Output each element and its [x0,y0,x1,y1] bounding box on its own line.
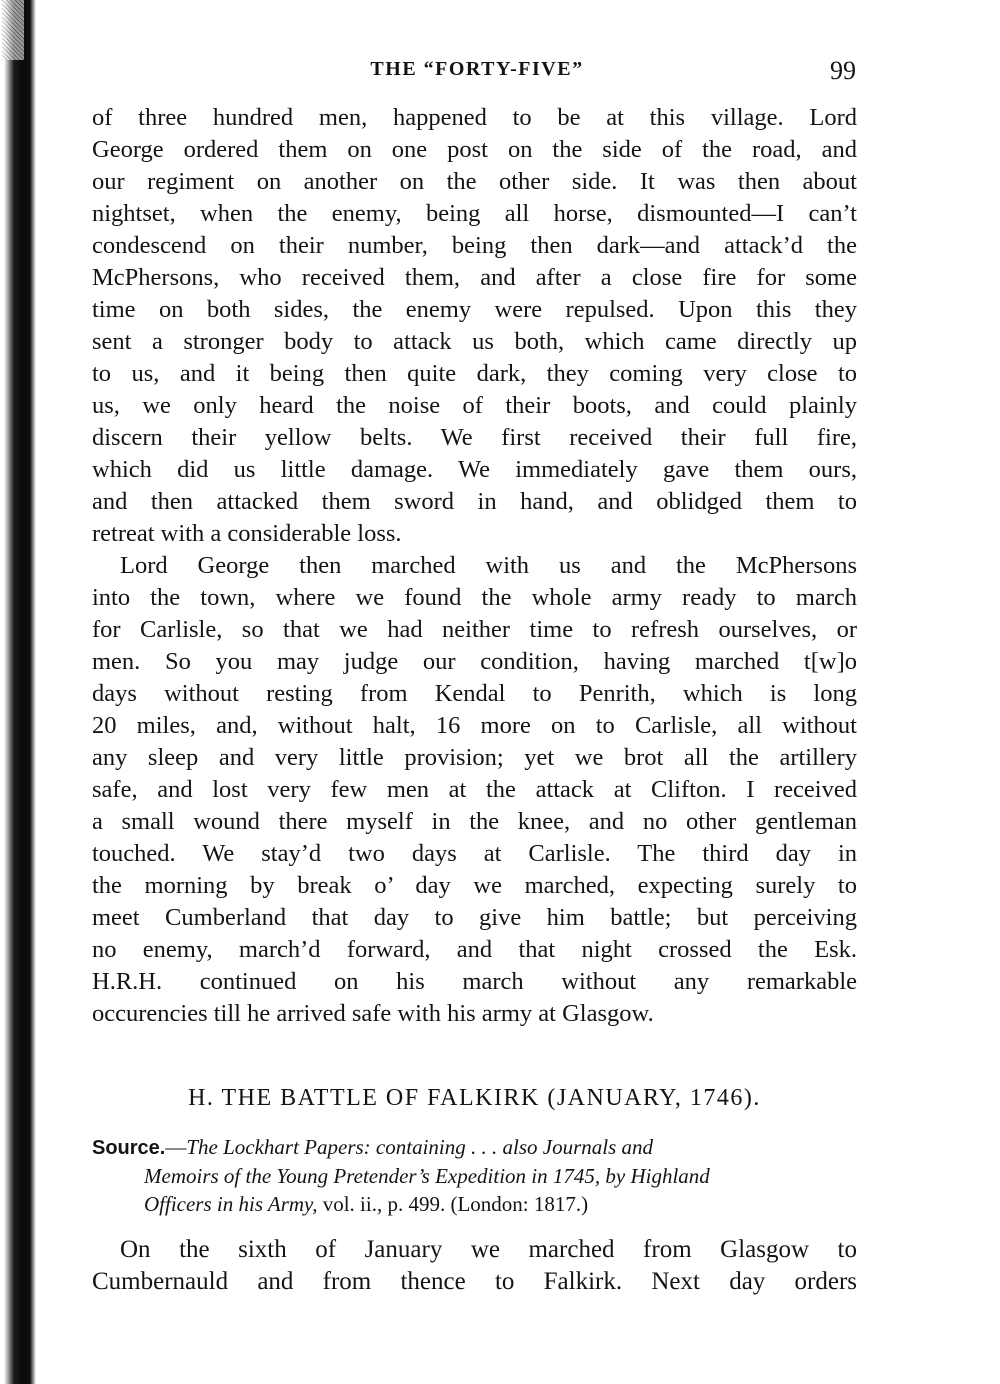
text-line: for Carlisle, so that we had neither time to refresh ourselves, or [92,616,857,643]
text-line: days without resting from Kendal to Penrith, which is long [92,680,857,707]
text-line: which did us little damage. We immediately gave them ours, [92,456,857,483]
scan-edge-speckle [2,0,24,60]
text-line: George ordered them on one post on the side of the road, and [92,136,857,163]
text-line: meet Cumberland that day to give him battle; but perceiving [92,904,857,931]
source-title: The Lockhart Papers: containing . . . also Journals and [186,1135,654,1159]
text-line: sent a stronger body to attack us both, which came directly up [92,328,857,355]
text-line: occurencies till he arrived safe with his army at Glasgow. [92,1000,654,1027]
source-title-end: Officers in his Army, [144,1192,318,1216]
text-line: of three hundred men, happened to be at this village. Lord [92,104,857,131]
running-title: THE “FORTY-FIVE” [370,58,584,80]
text-line: retreat with a considerable loss. [92,520,402,547]
text-line: to us, and it being then quite dark, they coming very close to [92,360,857,387]
text-line: our regiment on another on the other side. It was then about [92,168,857,195]
text-line: any sleep and very little provision; yet we brot all the artillery [92,744,857,771]
text-line: time on both sides, the enemy were repulsed. Upon this they [92,296,857,323]
text-line: On the sixth of January we marched from Glasgow to [120,1236,857,1263]
text-line: McPhersons, who received them, and after a close fire for some [92,264,857,291]
text-line: Lord George then marched with us and the McPhersons [120,552,857,579]
page-header [92,54,862,90]
source-line: Source.—The Lockhart Papers: containing . . . also Journals and [92,1135,654,1159]
text-line: a small wound there myself in the knee, and no other gentleman [92,808,857,835]
text-line: nightset, when the enemy, being all horse, dismounted—I can’t [92,200,857,227]
text-line: into the town, where we found the whole army ready to march [92,584,857,611]
source-line [92,1190,857,1218]
text-line: condescend on their number, being then dark—and attack’d the [92,232,857,259]
source-details: vol. ii., p. 499. (London: 1817.) [322,1192,589,1216]
section-heading: H. THE BATTLE OF FALKIRK (JANUARY, 1746). [188,1085,761,1111]
source-label: Source. [92,1137,166,1159]
page-number: 99 [830,56,856,85]
text-line: Cumbernauld and from thence to Falkirk. Next day orders [92,1268,857,1295]
paragraph-2 [92,550,857,1030]
text-line: 20 miles, and, without halt, 16 more on to Carlisle, all without [92,712,857,739]
text-line: discern their yellow belts. We first received their full fire, [92,424,857,451]
book-spine-shadow [0,0,36,1384]
main-text [92,102,857,1030]
text-line: no enemy, march’d forward, and that night crossed the Esk. [92,936,857,963]
text-line: men. So you may judge our condition, having marched t[w]o [92,648,857,675]
source-citation [92,1133,857,1218]
text-line: us, we only heard the noise of their boots, and could plainly [92,392,857,419]
text-line: and then attacked them sword in hand, and oblidged them to [92,488,857,515]
closing-paragraph [92,1234,857,1298]
text-line: the morning by break o’ day we marched, expecting surely to [92,872,857,899]
text-line: H.R.H. continued on his march without any remarkable [92,968,857,995]
text-line: safe, and lost very few men at the attack at Clifton. I received [92,776,857,803]
text-line: touched. We stay’d two days at Carlisle. The third day in [92,840,857,867]
paragraph-1 [92,102,857,550]
source-line: Memoirs of the Young Pretender’s Expedition in 1745, by Highland [144,1164,710,1188]
